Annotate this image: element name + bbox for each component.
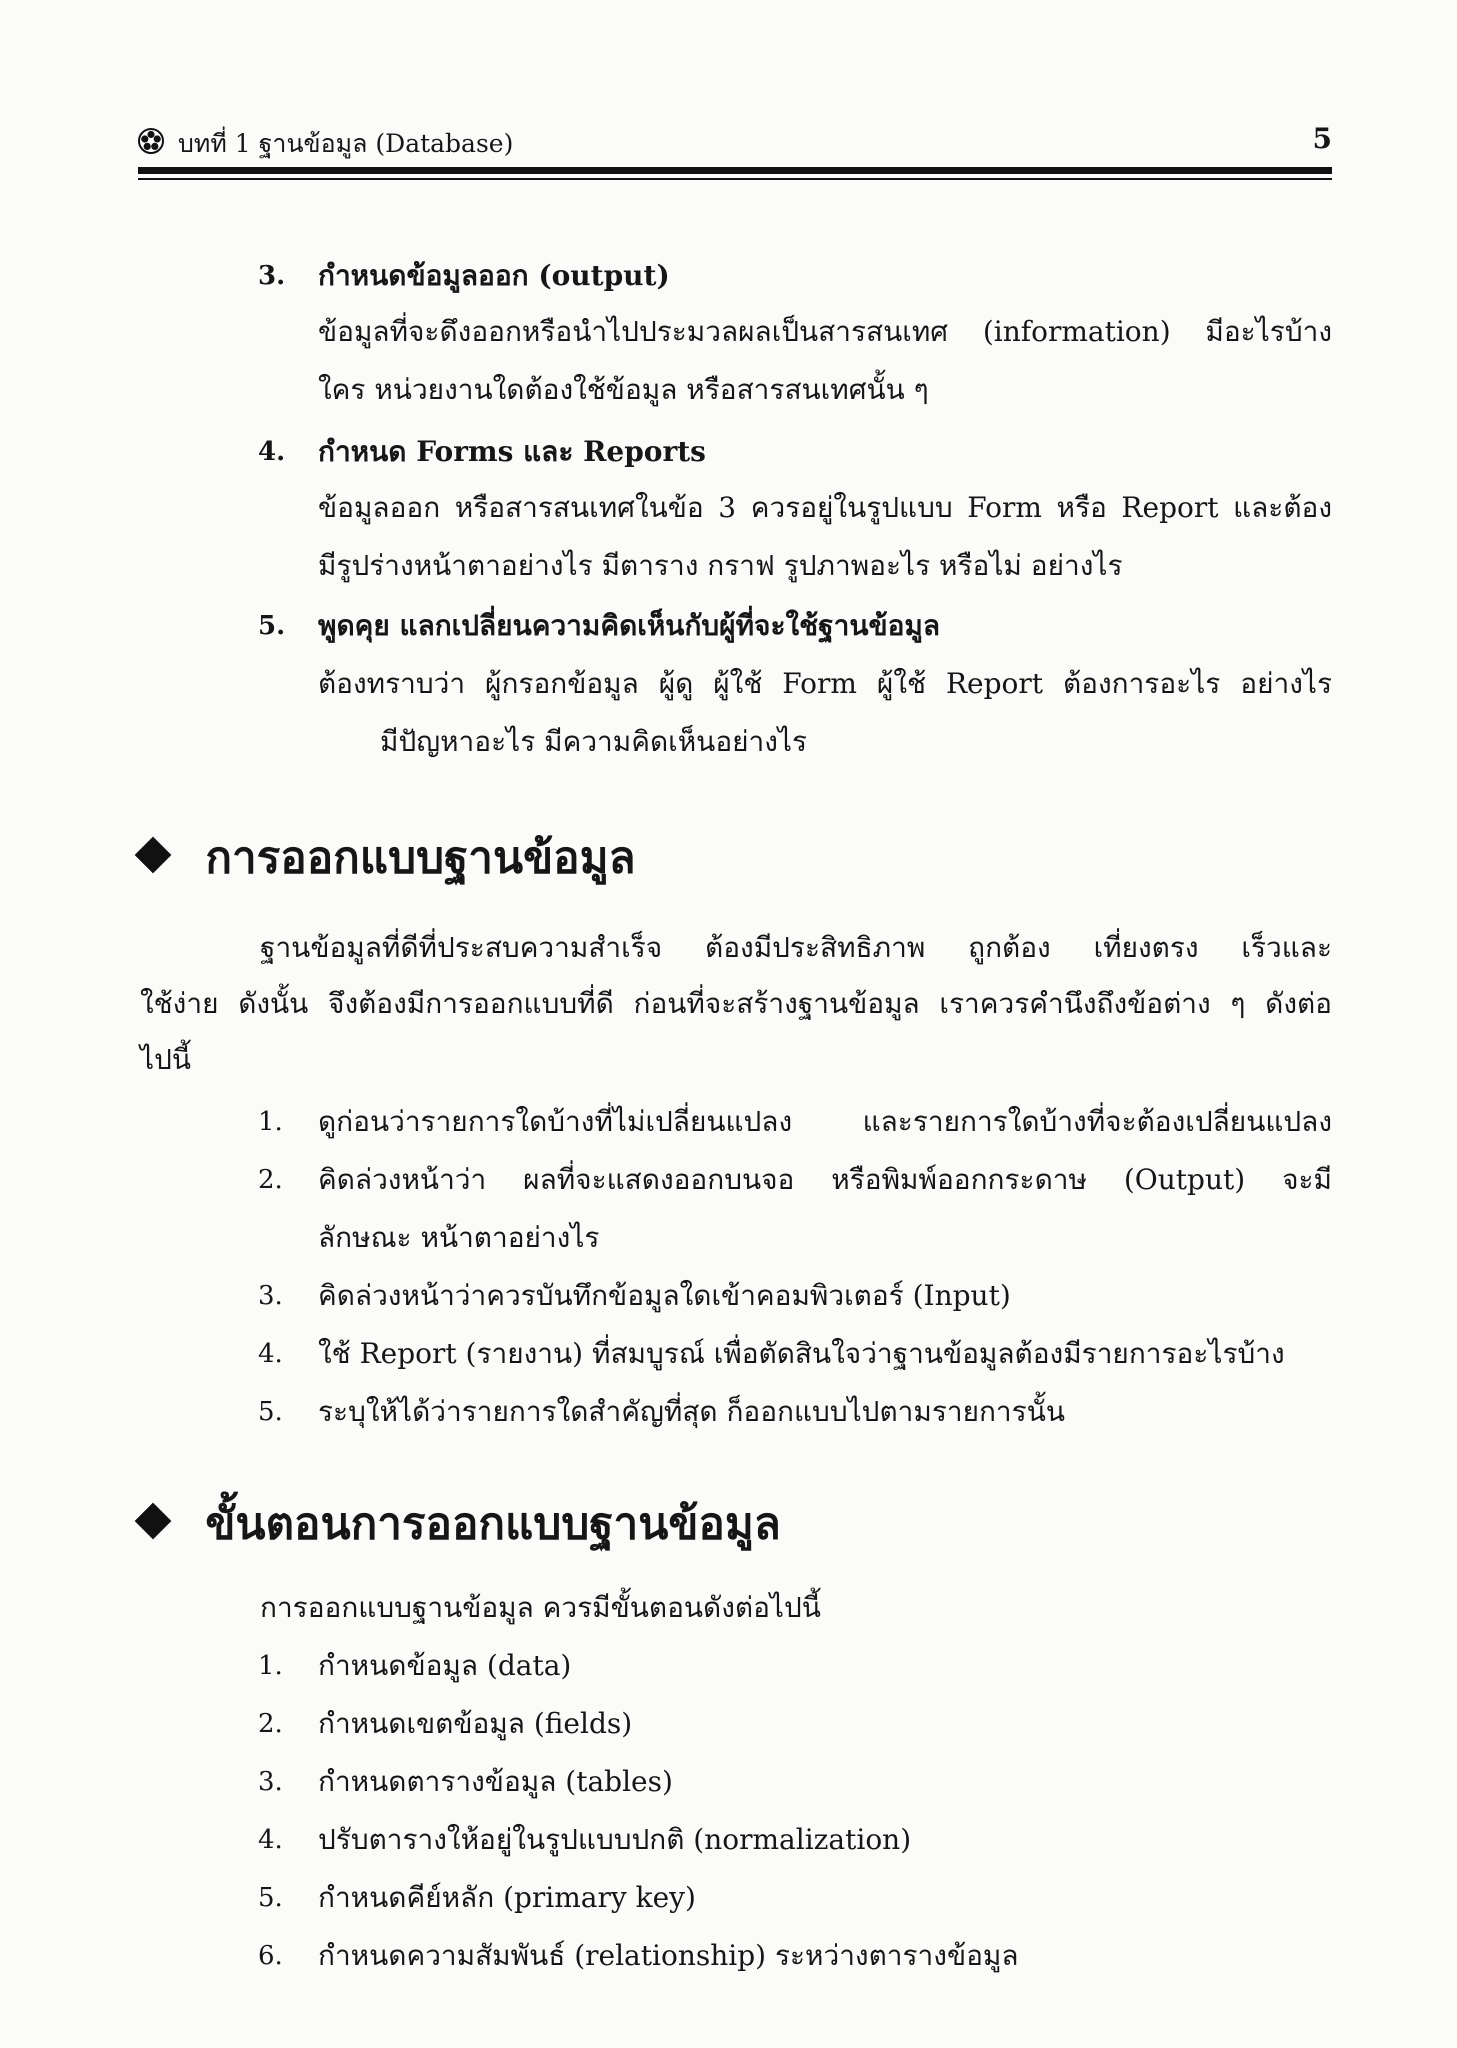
- paragraph-line: ใช้ง่าย ดังนั้น จึงต้องมีการออกแบบที่ดี ก่อนที่จะสร้างฐานข้อมูล เราควรคำนึงถึงข้อต่าง ๆ ดังต่อ: [140, 987, 1332, 1020]
- section-heading: [140, 1494, 781, 1553]
- list-item-title: กำหนดข้อมูลออก (output): [318, 259, 670, 292]
- list-item-number: 4.: [258, 1339, 283, 1369]
- list-item-number: 3.: [258, 1767, 283, 1797]
- header-rule: [138, 167, 1332, 174]
- diamond-bullet-icon: [135, 1502, 172, 1539]
- list-item-title: กำหนด Forms และ Reports: [318, 435, 706, 468]
- page-number: 5: [1312, 122, 1332, 155]
- list-item-text: ลักษณะ หน้าตาอย่างไร: [318, 1221, 600, 1254]
- section-heading: [140, 828, 636, 887]
- list-item-number: 2.: [258, 1709, 283, 1739]
- list-item-text: กำหนดความสัมพันธ์ (relationship) ระหว่างตารางข้อมูล: [318, 1939, 1019, 1972]
- list-item-number: 4.: [258, 437, 286, 467]
- diamond-bullet-icon: [135, 836, 172, 873]
- list-item-text: กำหนดเขตข้อมูล (fields): [318, 1707, 633, 1740]
- chapter-title: บทที่ 1 ฐานข้อมูล (Database): [178, 129, 514, 158]
- list-item-text: กำหนดตารางข้อมูล (tables): [318, 1765, 673, 1798]
- list-item-text: กำหนดข้อมูล (data): [318, 1649, 572, 1682]
- list-item-number: 4.: [258, 1825, 283, 1855]
- list-item-text: ต้องทราบว่า ผู้กรอกข้อมูล ผู้ดู ผู้ใช้ Form ผู้ใช้ Report ต้องการอะไร อย่างไร: [318, 667, 1332, 700]
- list-item-text: ใช้ Report (รายงาน) ที่สมบูรณ์ เพื่อตัดสินใจว่าฐานข้อมูลต้องมีรายการอะไรบ้าง: [318, 1337, 1285, 1370]
- section-heading-text: การออกแบบฐานข้อมูล: [205, 832, 636, 884]
- section-heading-text: ขั้นตอนการออกแบบฐานข้อมูล: [205, 1498, 781, 1550]
- list-item-text: มีรูปร่างหน้าตาอย่างไร มีตาราง กราฟ รูปภาพอะไร หรือไม่ อย่างไร: [318, 549, 1123, 582]
- list-item-number: 1.: [258, 1651, 283, 1681]
- list-item-number: 6.: [258, 1941, 283, 1971]
- list-item-text: ข้อมูลออก หรือสารสนเทศในข้อ 3 ควรอยู่ในรูปแบบ Form หรือ Report และต้อง: [318, 491, 1332, 524]
- header-rule-thin: [138, 178, 1332, 180]
- list-item-text: ระบุให้ได้ว่ารายการใดสำคัญที่สุด ก็ออกแบบไปตามรายการนั้น: [318, 1395, 1065, 1428]
- list-item-text: มีปัญหาอะไร มีความคิดเห็นอย่างไร: [380, 725, 808, 758]
- paragraph-line: การออกแบบฐานข้อมูล ควรมีขั้นตอนดังต่อไปนี้: [260, 1591, 821, 1624]
- list-item-number: 3.: [258, 1281, 283, 1311]
- list-item-text: ใคร หน่วยงานใดต้องใช้ข้อมูล หรือสารสนเทศนั้น ๆ: [318, 373, 929, 406]
- list-item-text: ปรับตารางให้อยู่ในรูปแบบปกติ (normalization): [318, 1823, 912, 1856]
- paragraph-line: ฐานข้อมูลที่ดีที่ประสบความสำเร็จ ต้องมีประสิทธิภาพ ถูกต้อง เที่ยงตรง เร็วและ: [260, 931, 1332, 964]
- list-item-text: คิดล่วงหน้าว่า ผลที่จะแสดงออกบนจอ หรือพิมพ์ออกกระดาษ (Output) จะมี: [318, 1163, 1332, 1196]
- list-item-number: 5.: [258, 611, 286, 641]
- page-header: [138, 118, 1332, 166]
- list-item-number: 2.: [258, 1165, 283, 1195]
- list-item-text: ข้อมูลที่จะดึงออกหรือนำไปประมวลผลเป็นสารสนเทศ (information) มีอะไรบ้าง: [318, 315, 1332, 348]
- paragraph-line: ไปนี้: [140, 1043, 191, 1076]
- list-item-number: 5.: [258, 1397, 283, 1427]
- list-item-text: กำหนดคีย์หลัก (primary key): [318, 1881, 696, 1914]
- list-item-number: 3.: [258, 261, 286, 291]
- list-item-text: ดูก่อนว่ารายการใดบ้างที่ไม่เปลี่ยนแปลง และรายการใดบ้างที่จะต้องเปลี่ยนแปลง: [318, 1105, 1332, 1138]
- list-item-number: 5.: [258, 1883, 283, 1913]
- list-item-title: พูดคุย แลกเปลี่ยนความคิดเห็นกับผู้ที่จะใช้ฐานข้อมูล: [318, 609, 941, 642]
- flower-logo-icon: [138, 128, 164, 154]
- list-item-number: 1.: [258, 1107, 283, 1137]
- list-item-text: คิดล่วงหน้าว่าควรบันทึกข้อมูลใดเข้าคอมพิวเตอร์ (Input): [318, 1279, 1011, 1312]
